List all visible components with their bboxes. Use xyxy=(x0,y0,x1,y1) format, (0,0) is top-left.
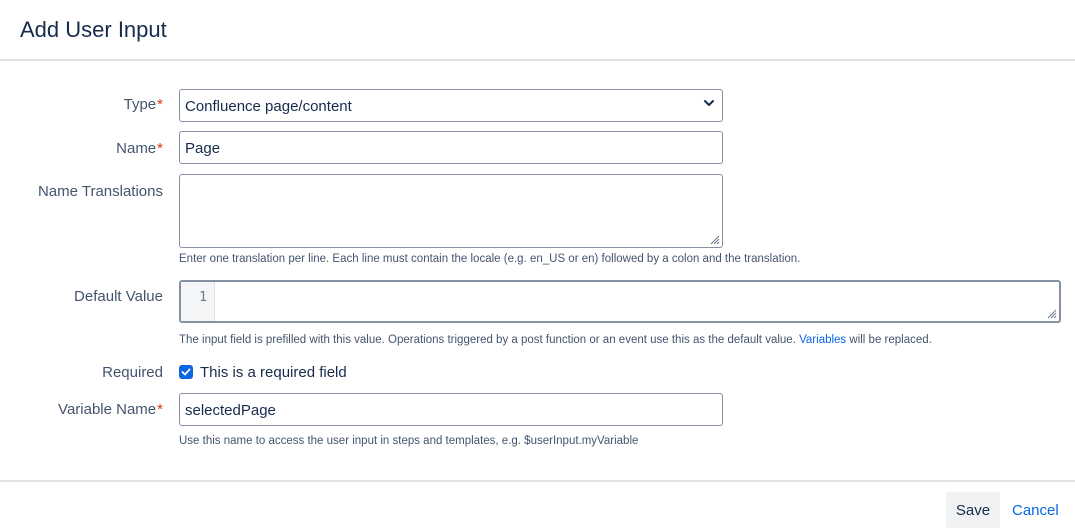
name-translations-textarea[interactable] xyxy=(179,174,723,248)
required-checkbox-label[interactable]: This is a required field xyxy=(200,364,347,381)
resize-handle-icon[interactable] xyxy=(1045,307,1057,319)
type-select-value: Confluence page/content xyxy=(185,98,352,115)
default-value-label: Default Value xyxy=(74,288,163,305)
type-select[interactable] xyxy=(179,89,723,122)
save-button[interactable]: Save xyxy=(946,492,1000,528)
name-translations-label: Name Translations xyxy=(37,183,163,200)
chevron-down-icon xyxy=(703,97,715,109)
checkmark-icon xyxy=(181,367,191,377)
cancel-button[interactable]: Cancel xyxy=(1012,502,1059,519)
header-divider xyxy=(0,59,1075,61)
required-checkbox[interactable] xyxy=(179,365,193,379)
variable-name-input[interactable]: selectedPage xyxy=(179,393,723,426)
required-marker: * xyxy=(157,401,163,418)
variable-name-help: Use this name to access the user input in steps and templates, e.g. $userInput.myVariable xyxy=(179,435,639,447)
variable-name-label: Variable Name* xyxy=(58,401,163,418)
type-label: Type* xyxy=(123,96,163,113)
default-value-help: The input field is prefilled with this value. Operations triggered by a post function or an event use this as the default value. Variables will be replaced. xyxy=(179,334,932,346)
required-marker: * xyxy=(157,140,163,157)
default-value-editor[interactable] xyxy=(179,280,1061,323)
footer-divider xyxy=(0,480,1075,482)
dialog-title: Add User Input xyxy=(20,17,167,42)
required-marker: * xyxy=(157,96,163,113)
variables-link[interactable]: Variables xyxy=(799,334,847,346)
name-label: Name* xyxy=(116,140,163,157)
name-input[interactable]: Page xyxy=(179,131,723,164)
required-label: Required xyxy=(102,364,163,381)
name-translations-help: Enter one translation per line. Each line must contain the locale (e.g. en_US or en) followed by a colon and the translation. xyxy=(179,253,801,265)
line-number: 1 xyxy=(181,282,215,321)
resize-handle-icon[interactable] xyxy=(708,233,720,245)
